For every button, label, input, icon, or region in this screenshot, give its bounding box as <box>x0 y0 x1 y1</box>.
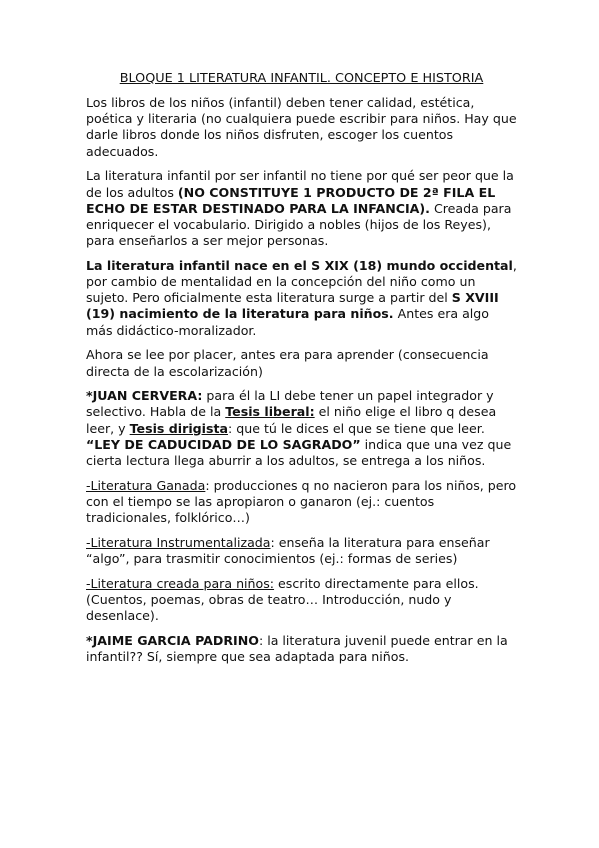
text-run: indica que una vez que cierta lectura llega aburrir a los adultos, se entrega a los niños. <box>86 436 512 469</box>
underlined-term: Tesis dirigista <box>129 420 228 436</box>
paragraph-intro: Los libros de los niños (infantil) deben tener calidad, estética, poética y literaria (no cualquiera puede escribir para niños. Hay que darle libros donde los niños disfruten, escoger los cuentos adecuados. <box>86 95 517 159</box>
text-run: , por cambio de mentalidad en la concepción del niño como un sujeto. Pero oficialmente esta literatura surge a partir del <box>86 257 517 306</box>
bold-text: *JAIME GARCIA PADRINO <box>86 632 259 648</box>
text-run: Creada para enriquecer el vocabulario. Dirigido a nobles (hijos de los Reyes), para enseñarlos a ser mejor personas. <box>86 200 512 249</box>
paragraph-jaime-garcia-padrino <box>86 633 517 665</box>
text-run: para él la LI debe tener un papel integrador y selectivo. Habla de la <box>86 388 494 420</box>
paragraph-pleasure: Ahora se lee por placer, antes era para aprender (consecuencia directa de la escolarización) <box>86 347 489 379</box>
underlined-term: -Literatura Instrumentalizada <box>86 534 271 550</box>
text-run: el niño elige el libro q desea leer, y <box>86 404 497 436</box>
underlined-term: -Literatura Ganada <box>86 477 206 493</box>
bold-text: “LEY DE CADUCIDAD DE LO SAGRADO” <box>86 436 361 452</box>
paragraph-literatura-creada <box>86 576 517 625</box>
underlined-term: Tesis liberal: <box>225 404 315 420</box>
text-run: : producciones q no nacieron para los niños, pero con el tiempo se las apropiaron o ganaron (ej.: cuentos tradicionales, folklórico…) <box>86 477 517 526</box>
bold-text: La literatura infantil nace en el S XIX (18) mundo occidental <box>86 257 513 273</box>
text-run: : la literatura juvenil puede entrar en la infantil?? Sí, siempre que sea adaptada para niños. <box>86 632 508 665</box>
bold-text: *JUAN CERVERA: <box>86 388 203 404</box>
bold-text: (NO CONSTITUYE 1 PRODUCTO DE 2ª FILA EL ECHO DE ESTAR DESTINADO PARA LA INFANCIA). <box>86 184 496 216</box>
text-run: La literatura infantil por ser infantil no tiene por qué ser peor que la de los adultos <box>86 168 514 200</box>
text-run: : que tú le dices el que se tiene que leer. <box>228 420 485 436</box>
underlined-term: -Literatura creada para niños: <box>86 575 275 591</box>
paragraph-origin <box>86 258 517 339</box>
document-title: BLOQUE 1 LITERATURA INFANTIL. CONCEPTO E HISTORIA <box>119 71 484 86</box>
text-run: : enseña la literatura para enseñar “algo”, para trasmitir conocimientos (ej.: formas de series) <box>86 534 490 567</box>
paragraph-juan-cervera <box>86 388 517 469</box>
text-run: Antes era algo más didáctico-moralizador. <box>86 306 490 338</box>
paragraph-literatura-ganada <box>86 478 517 527</box>
text-run: escrito directamente para ellos. (Cuentos, poemas, obras de teatro… Introducción, nudo y desenlace). <box>86 575 479 624</box>
paragraph-adult-comparison <box>86 168 517 249</box>
bold-text: S XVIII (19) nacimiento de la literatura para niños. <box>86 290 499 322</box>
paragraph-literatura-instrumentalizada <box>86 535 517 567</box>
